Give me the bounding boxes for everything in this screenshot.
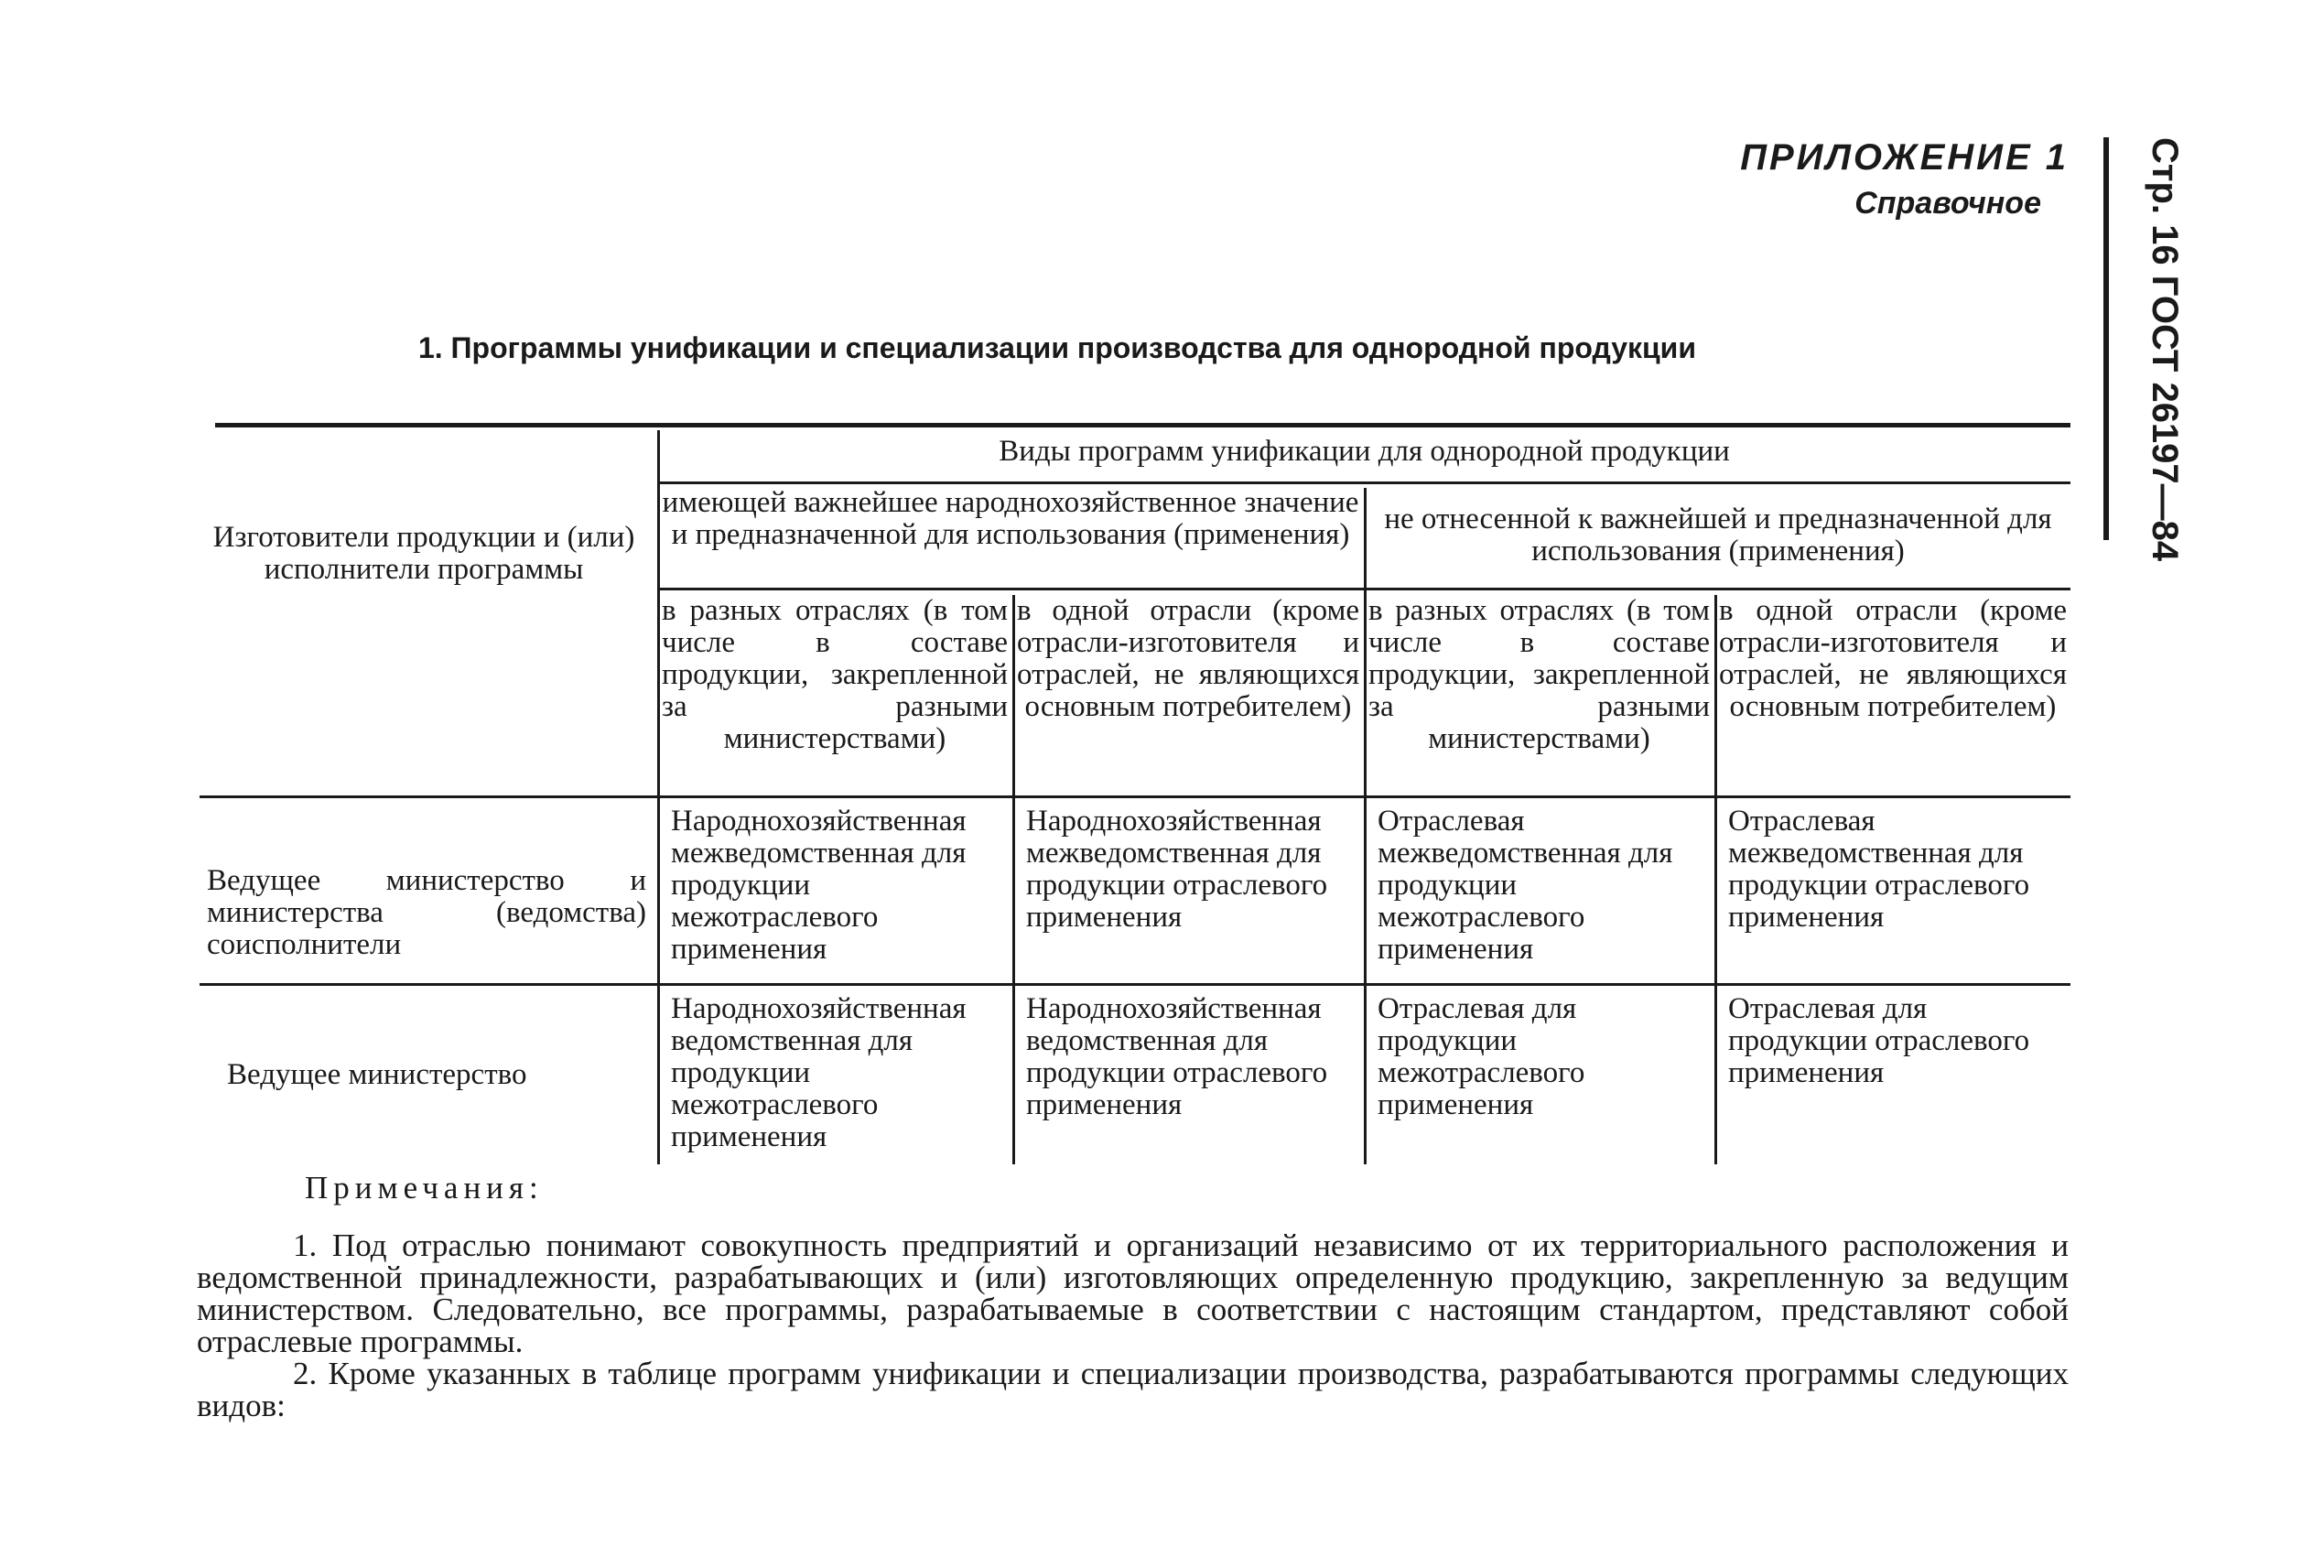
note-paragraph: 2. Кроме указанных в таблице программ унификации и специализации производства, разрабатываются программы следующих видов: — [197, 1356, 2069, 1423]
table-cell: Отраслевая для продукции отраслевого применения — [1728, 992, 2030, 1089]
table-cell: Народнохозяйственная ведомственная для продукции межотраслевого применения — [671, 992, 967, 1153]
corner-header: Изготовители продукции и (или) исполнители программы — [212, 521, 635, 586]
table-cell: Отраслевая для продукции межотраслевого применения — [1378, 992, 1585, 1121]
table-cell: Народнохозяйственная межведомственная для продукции межотраслевого применения — [671, 805, 967, 966]
sub-header: в разных отраслях (в том числе в составе продукции, закрепленной за разными министерствами) — [1368, 594, 1710, 755]
sub-header: в одной отрасли (кроме отрасли-изготовителя и отраслей, не являющихся основным потребителем) — [1719, 594, 2067, 723]
grid-line — [657, 481, 2070, 484]
table-cell: Народнохозяйственная межведомственная для продукции отраслевого применения — [1026, 805, 1328, 934]
grid-line — [1012, 595, 1015, 1164]
programs-table — [200, 430, 2070, 1164]
table-cell: Отраслевая межведомственная для продукции межотраслевого применения — [1378, 805, 1673, 966]
table-title: 1. Программы унификации и специализации производства для однородной продукции — [417, 331, 1697, 364]
note-paragraph: 1. Под отраслью понимают совокупность предприятий и организаций независимо от их территориального расположения и ведомственной принадлежности, разрабатывающих и (или) изготовляющих определенную продукцию, закрепленную за ведущим министерством. Следовательно, все программы, разрабатываемые в соответствии с настоящим стандартом, представляют собой отраслевые программы. — [197, 1227, 2069, 1359]
grid-line — [657, 588, 2070, 590]
grid-line — [1714, 595, 1717, 1164]
table-top-rule — [215, 423, 2070, 427]
side-label-text: Стр. 16 ГОСТ 26197—84 — [2145, 137, 2185, 562]
table-cell: Отраслевая межведомственная для продукции отраслевого применения — [1728, 805, 2030, 934]
main-header: Виды программ унификации для однородной продукции — [999, 435, 1730, 468]
grid-line — [200, 983, 2070, 986]
group-header-sectoral: не отнесенной к важнейшей и предназначенной для использования (применения) — [1384, 503, 2052, 568]
row-executor: Ведущее министерство и министерства (ведомства) соисполнители — [207, 864, 646, 961]
appendix-block — [1721, 137, 2069, 222]
group-header-national: имеющей важнейшее народнохозяйственное значение и предназначенной для использования (применения) — [662, 486, 1359, 551]
notes — [197, 1172, 2069, 1422]
notes-heading: Примечания: — [305, 1170, 544, 1206]
side-label — [2133, 137, 2197, 577]
grid-line — [200, 795, 2070, 798]
appendix-subtitle: Справочное — [1854, 186, 2041, 221]
sub-header: в одной отрасли (кроме отрасли-изготовителя и отраслей, не являющихся основным потребителем) — [1017, 594, 1359, 723]
sub-header: в разных отраслях (в том числе в составе продукции, закрепленной за разными министерствами) — [662, 594, 1008, 755]
side-rule — [2103, 137, 2109, 540]
table-cell: Народнохозяйственная ведомственная для продукции отраслевого применения — [1026, 992, 1328, 1121]
appendix-title: ПРИЛОЖЕНИЕ 1 — [1740, 137, 2069, 178]
row-executor: Ведущее министерство — [227, 1058, 527, 1091]
